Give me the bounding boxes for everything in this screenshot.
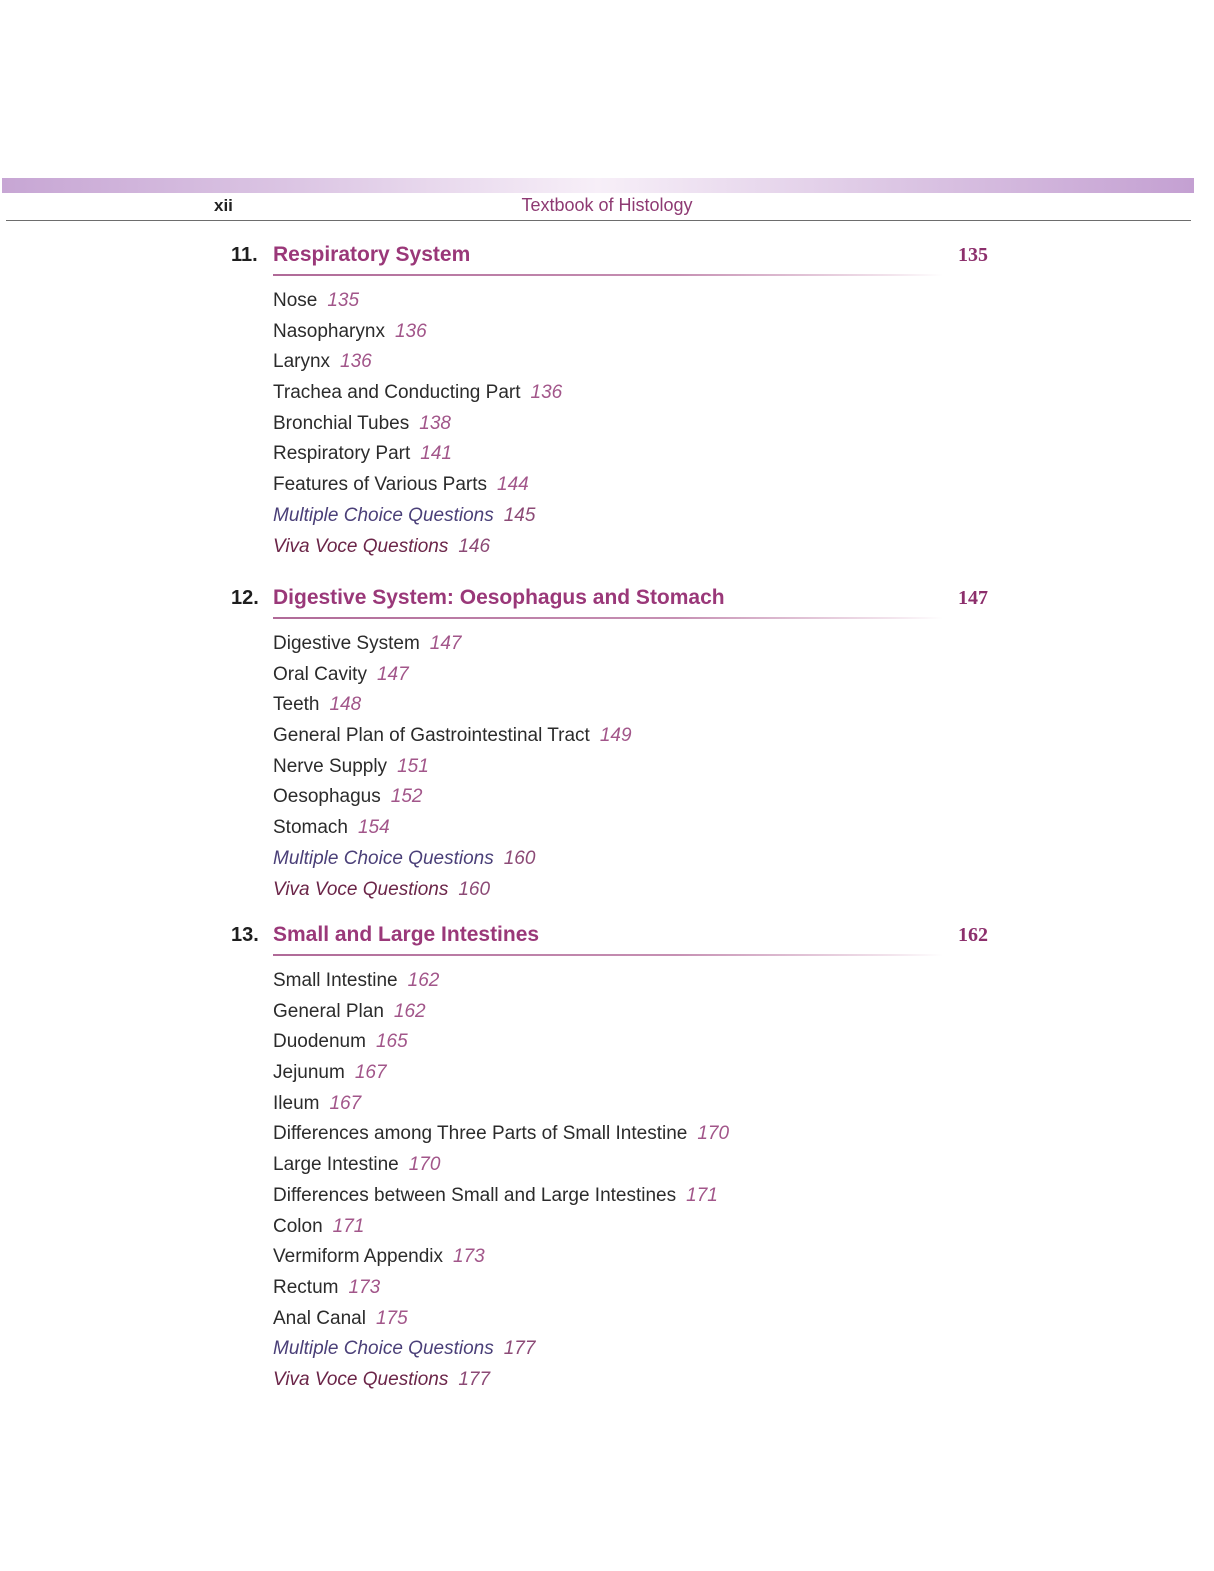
- toc-entry[interactable]: [273, 1212, 1214, 1243]
- toc-entry[interactable]: [273, 347, 1214, 378]
- toc-entry[interactable]: [273, 378, 1214, 409]
- chapter-11: [0, 240, 1214, 556]
- entry-page-number: 177: [503, 1338, 536, 1360]
- toc-entry[interactable]: [273, 1273, 1214, 1304]
- entry-label: Rectum: [273, 1276, 339, 1298]
- entry-page-number: 136: [530, 382, 563, 404]
- page-folio: xii: [214, 196, 233, 215]
- chapter-entry-list: [273, 966, 1214, 1396]
- header-rule: [6, 220, 1191, 221]
- entry-page-number: 145: [503, 504, 536, 526]
- entry-page-number: 160: [458, 878, 491, 900]
- entry-label: Multiple Choice Questions: [273, 847, 494, 869]
- toc-entry[interactable]: [273, 1027, 1214, 1058]
- toc-entry[interactable]: [273, 1181, 1214, 1212]
- entry-page-number: 151: [397, 755, 429, 777]
- viva-voce-entry[interactable]: [273, 875, 1214, 906]
- chapter-page-number: 162: [958, 924, 988, 946]
- chapter-underline: [273, 274, 943, 276]
- toc-entry[interactable]: [273, 690, 1214, 721]
- entry-label: Larynx: [273, 351, 331, 373]
- toc-entry[interactable]: [273, 409, 1214, 440]
- mcq-entry[interactable]: [273, 844, 1214, 875]
- entry-page-number: 148: [329, 694, 362, 716]
- chapter-page-number: 147: [958, 587, 988, 609]
- mcq-entry[interactable]: [273, 1334, 1214, 1365]
- toc-entry[interactable]: [273, 317, 1214, 348]
- toc-entry[interactable]: [273, 752, 1214, 783]
- entry-label: Vermiform Appendix: [273, 1246, 444, 1268]
- chapter-number: 11.: [231, 244, 258, 266]
- entry-label: Nerve Supply: [273, 755, 388, 777]
- entry-page-number: 152: [390, 786, 423, 808]
- entry-label: Large Intestine: [273, 1154, 399, 1176]
- chapter-underline: [273, 617, 943, 619]
- toc-entry[interactable]: [273, 1089, 1214, 1120]
- entry-label: General Plan: [273, 1000, 384, 1022]
- mcq-entry[interactable]: [273, 501, 1214, 532]
- entry-page-number: 167: [329, 1092, 362, 1114]
- entry-label: Digestive System: [273, 633, 420, 654]
- entry-label: Oesophagus: [273, 786, 381, 808]
- entry-page-number: 160: [503, 847, 536, 869]
- entry-page-number: 171: [686, 1184, 718, 1206]
- entry-label: Differences among Three Parts of Small Intestine: [273, 1123, 688, 1145]
- toc-entry[interactable]: [273, 1150, 1214, 1181]
- entry-label: Colon: [273, 1215, 323, 1237]
- running-header: [0, 194, 1214, 220]
- chapter-heading[interactable]: [0, 583, 1214, 623]
- entry-label: Trachea and Conducting Part: [273, 382, 521, 404]
- entry-page-number: 138: [419, 412, 451, 434]
- chapter-number: 13.: [231, 924, 259, 946]
- chapter-heading[interactable]: [0, 240, 1214, 280]
- entry-page-number: 147: [376, 663, 409, 685]
- entry-label: Multiple Choice Questions: [273, 504, 494, 526]
- entry-label: Features of Various Parts: [273, 474, 488, 496]
- entry-label: Viva Voce Questions: [273, 878, 449, 900]
- chapter-page-number: 135: [958, 244, 988, 266]
- toc-entry[interactable]: [273, 470, 1214, 501]
- entry-page-number: 136: [394, 320, 427, 342]
- toc-entry[interactable]: [273, 1058, 1214, 1089]
- viva-voce-entry[interactable]: [273, 532, 1214, 563]
- viva-voce-entry[interactable]: [273, 1365, 1214, 1396]
- chapter-12: [0, 583, 1214, 899]
- entry-label: Jejunum: [273, 1062, 345, 1084]
- toc-entry[interactable]: [273, 966, 1214, 997]
- entry-label: Anal Canal: [273, 1307, 366, 1329]
- entry-label: Differences between Small and Large Intestines: [273, 1184, 677, 1206]
- toc-entry[interactable]: [273, 782, 1214, 813]
- entry-page-number: 175: [375, 1307, 408, 1329]
- chapter-title[interactable]: Small and Large Intestines: [273, 923, 540, 946]
- entry-page-number: 170: [697, 1123, 730, 1145]
- chapter-underline: [273, 954, 943, 956]
- chapter-entry-list: [273, 629, 1214, 905]
- entry-page-number: 136: [340, 351, 372, 373]
- entry-label: Stomach: [273, 817, 348, 839]
- chapter-entry-list: [273, 286, 1214, 562]
- entry-page-number: 165: [375, 1031, 408, 1053]
- entry-page-number: 146: [458, 535, 491, 557]
- entry-label: Viva Voce Questions: [273, 1368, 449, 1390]
- book-title: Textbook of Histology: [521, 195, 693, 215]
- entry-label: Multiple Choice Questions: [273, 1338, 494, 1360]
- entry-label: Teeth: [273, 694, 320, 716]
- entry-label: Ileum: [273, 1092, 320, 1114]
- entry-page-number: 173: [348, 1276, 381, 1298]
- chapter-13: [0, 920, 1214, 1390]
- entry-page-number: 162: [407, 970, 440, 991]
- entry-label: Nose: [273, 290, 318, 311]
- toc-entry[interactable]: [273, 660, 1214, 691]
- toc-entry[interactable]: [273, 286, 1214, 317]
- entry-label: Nasopharynx: [273, 320, 385, 342]
- entry-page-number: 141: [420, 443, 452, 465]
- entry-page-number: 162: [393, 1000, 426, 1022]
- chapter-number: 12.: [231, 587, 259, 609]
- entry-label: Bronchial Tubes: [273, 412, 410, 434]
- toc-entry[interactable]: [273, 629, 1214, 660]
- entry-label: General Plan of Gastrointestinal Tract: [273, 725, 590, 747]
- chapter-heading[interactable]: [0, 920, 1214, 960]
- toc-entry[interactable]: [273, 1242, 1214, 1273]
- header-decorative-band: [2, 178, 1194, 193]
- toc-entry[interactable]: [273, 813, 1214, 844]
- chapter-title[interactable]: Digestive System: Oesophagus and Stomach: [273, 586, 725, 609]
- entry-page-number: 144: [497, 474, 529, 496]
- entry-page-number: 167: [354, 1062, 387, 1084]
- entry-page-number: 135: [327, 290, 360, 311]
- entry-label: Respiratory Part: [273, 443, 411, 465]
- entry-page-number: 154: [357, 817, 390, 839]
- entry-page-number: 173: [453, 1246, 485, 1268]
- entry-label: Oral Cavity: [273, 663, 367, 685]
- entry-page-number: 177: [458, 1368, 491, 1390]
- toc-entry[interactable]: [273, 1304, 1214, 1335]
- toc-entry[interactable]: [273, 721, 1214, 752]
- entry-label: Small Intestine: [273, 970, 398, 991]
- chapter-title[interactable]: Respiratory System: [273, 243, 471, 266]
- entry-page-number: 170: [408, 1154, 441, 1176]
- toc-entry[interactable]: [273, 997, 1214, 1028]
- entry-page-number: 147: [429, 633, 462, 654]
- toc-entry[interactable]: [273, 1119, 1214, 1150]
- entry-label: Viva Voce Questions: [273, 535, 449, 557]
- toc-entry[interactable]: [273, 439, 1214, 470]
- entry-page-number: 171: [332, 1215, 365, 1237]
- entry-label: Duodenum: [273, 1031, 366, 1053]
- entry-page-number: 149: [599, 725, 632, 747]
